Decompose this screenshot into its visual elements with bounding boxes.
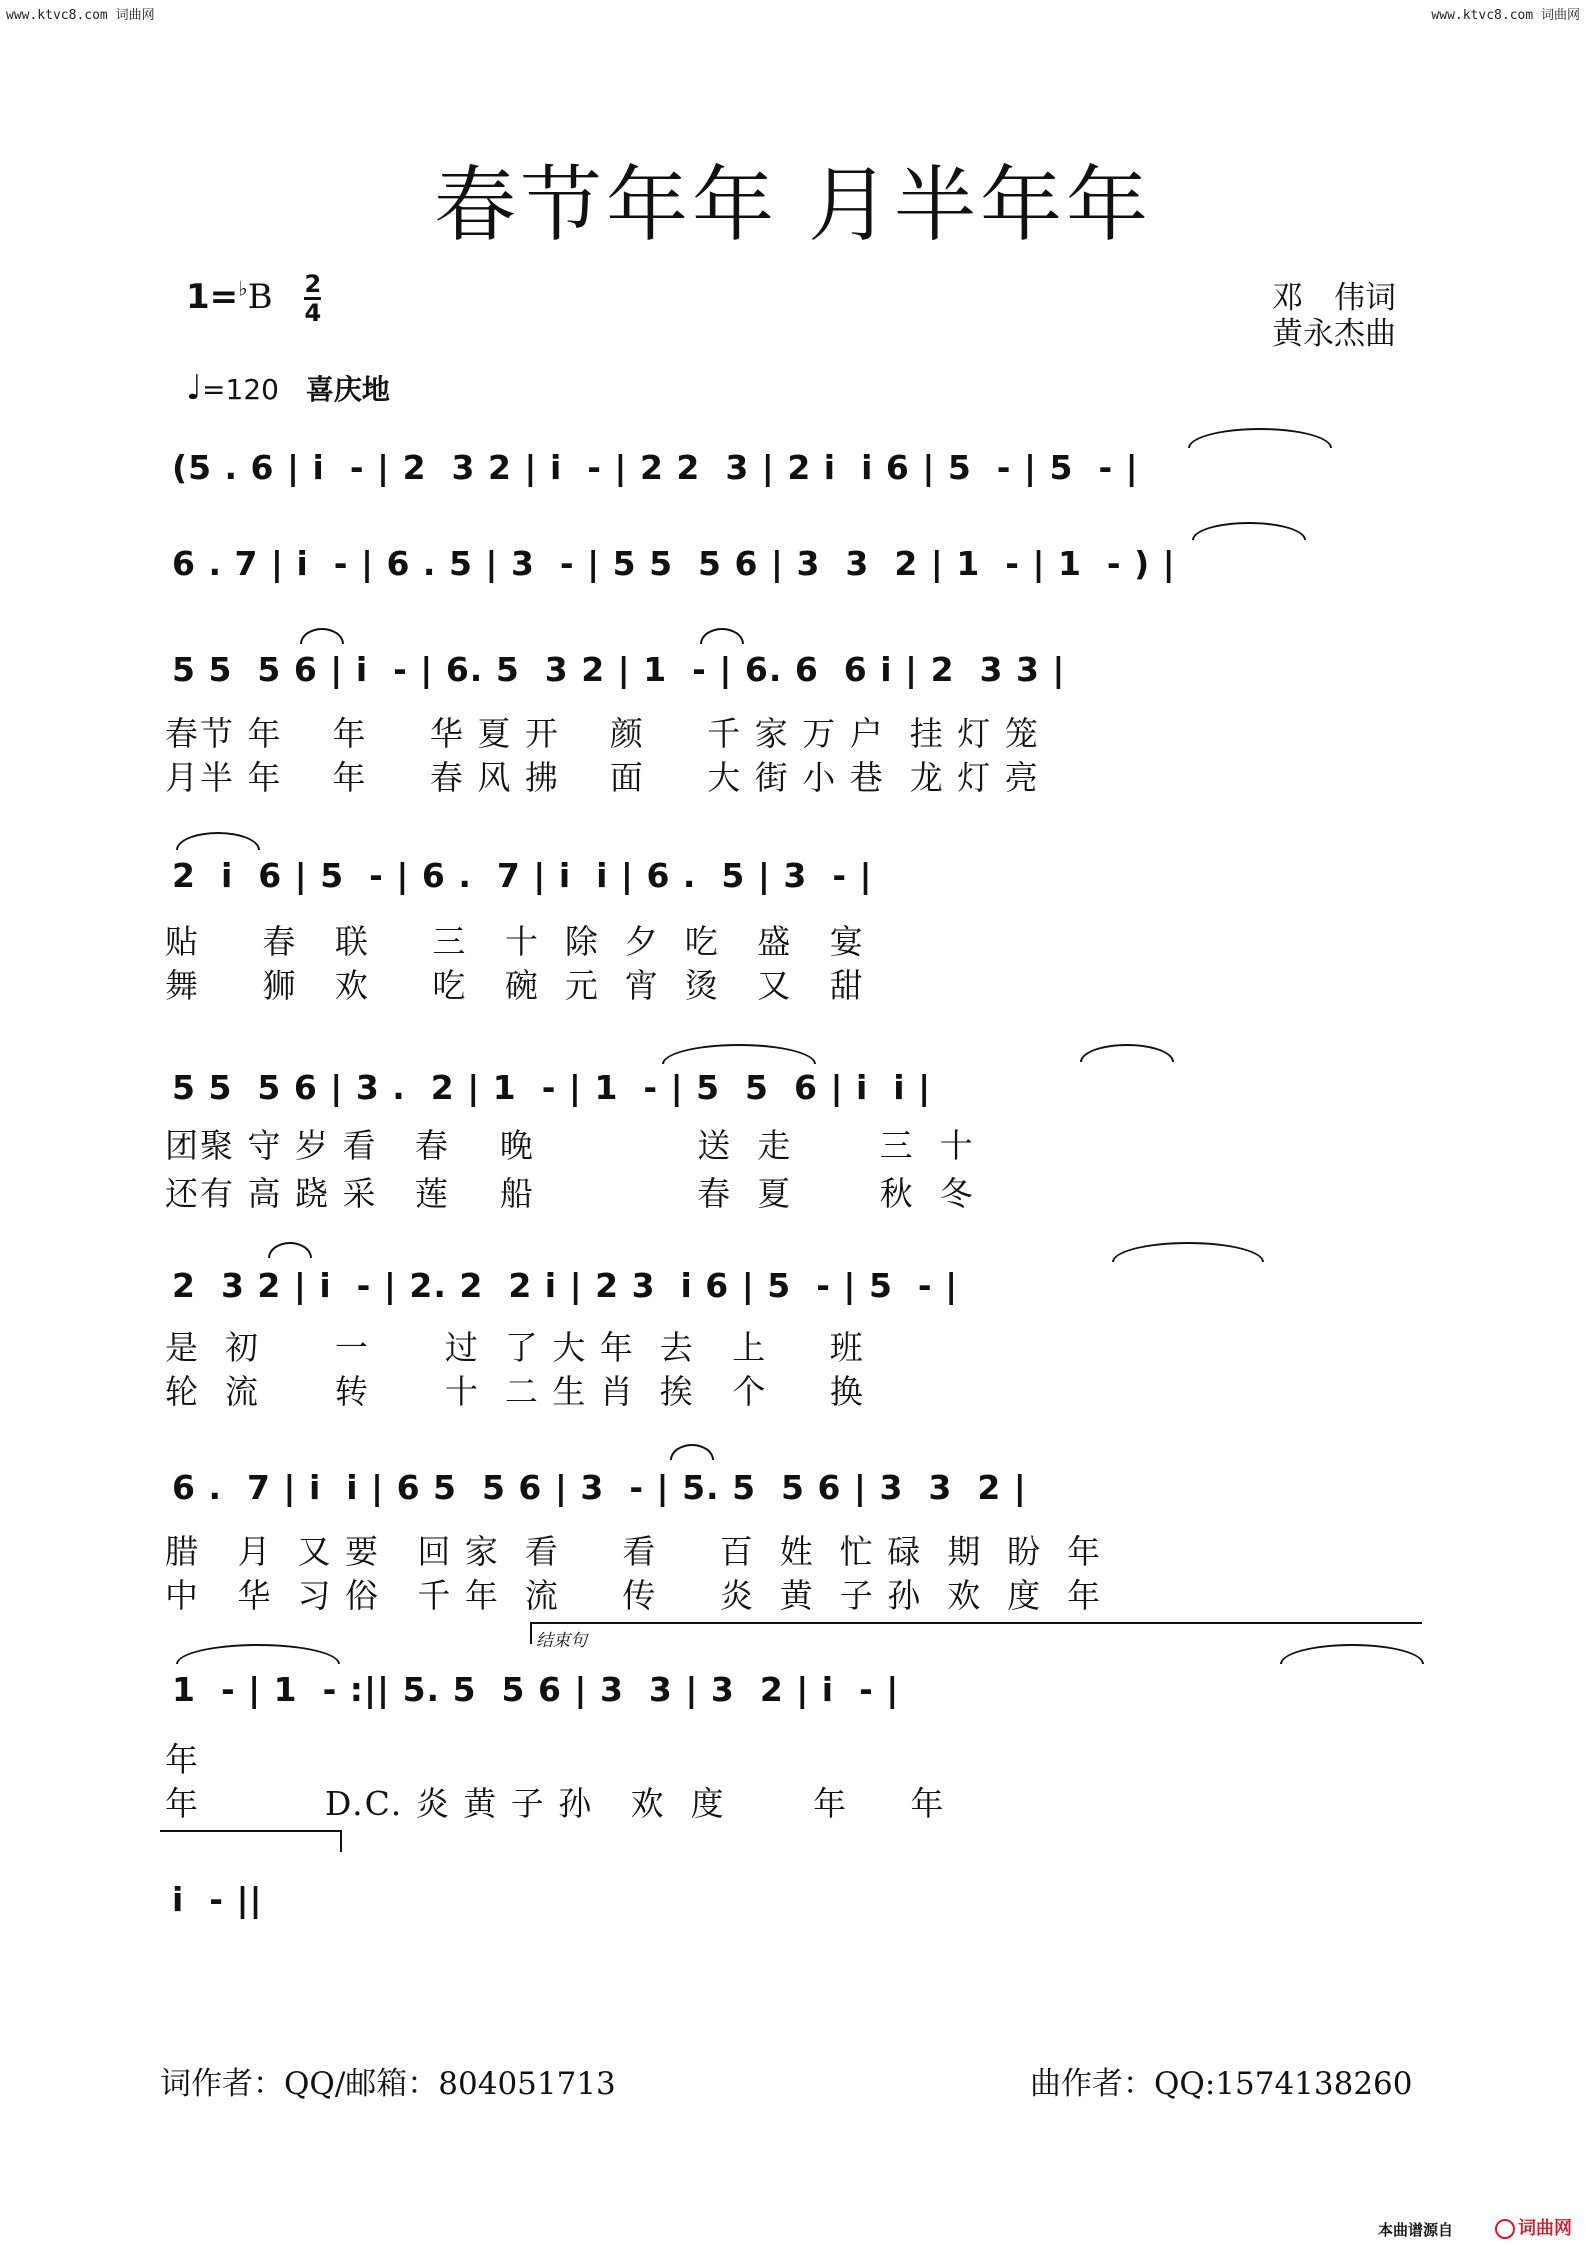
score-line-2: 6 . 7 | i - | 6 . 5 | 3 - | 5 5 5 6 | 3 3 2 | 1 - | 1 - ) | bbox=[172, 544, 1176, 583]
lyricist-contact: 词作者：QQ/邮箱：804051713 bbox=[160, 2066, 616, 2102]
slur-arc bbox=[700, 628, 744, 644]
score-line-1: (5 . 6 | i - | 2 3 2 | i - | 2 2 3 | 2 i i 6 | 5 - | 5 - | bbox=[172, 448, 1139, 487]
key-signature bbox=[186, 272, 321, 325]
time-signature-bottom: 4 bbox=[304, 299, 322, 327]
lyric-v1-line-4: 是 初 一 过 了 大 年 去 上 班 bbox=[165, 1328, 865, 1367]
song-title: 春节年年 月半年年 bbox=[433, 158, 1153, 253]
lyric-v2-line-2: 舞 狮 欢 吃 碗 元 宵 烫 又 甜 bbox=[165, 966, 865, 1005]
lyric-v1-line-2: 贴 春 联 三 十 除 夕 吃 盛 宴 bbox=[165, 922, 865, 961]
slur-arc bbox=[268, 1242, 312, 1258]
lyricist-credit: 邓 伟词 bbox=[1272, 280, 1396, 316]
logo-icon bbox=[1495, 2219, 1515, 2239]
tie-arc bbox=[176, 1644, 340, 1664]
lyric-v2-line-4: 轮 流 转 十 二 生 肖 挨 个 换 bbox=[165, 1372, 865, 1411]
tie-arc bbox=[662, 1044, 816, 1064]
tie-arc bbox=[1280, 1644, 1424, 1664]
lyric-v1-line-6: 年 bbox=[165, 1740, 200, 1779]
lyric-v2-line-1: 月半 年 年 春 风 拂 面 大 街 小 巷 龙 灯 亮 bbox=[165, 758, 1040, 797]
ending-label: 结束句 bbox=[536, 1631, 587, 1651]
slur-arc bbox=[670, 1444, 714, 1460]
lyric-v2-line-6: 年 D.C. 炎 黄 子 孙 欢 度 年 年 bbox=[165, 1784, 946, 1823]
score-line-7: 6 . 7 | i i | 6 5 5 6 | 3 - | 5. 5 5 6 | 3 3 2 | bbox=[172, 1468, 1027, 1507]
site-header-left: www.ktvc8.com 词曲网 bbox=[6, 8, 155, 23]
composer-credit: 黄永杰曲 bbox=[1272, 316, 1396, 352]
tempo-value: =120 bbox=[202, 373, 279, 406]
key-label: 1= bbox=[186, 277, 239, 317]
ending-bracket bbox=[530, 1622, 1422, 1644]
source-note: 本曲谱源自 bbox=[1378, 2221, 1454, 2239]
composer-contact: 曲作者：QQ:1574138260 bbox=[1030, 2066, 1413, 2102]
lyric-v2-line-3: 还有 高 跷 采 莲 船 春 夏 秋 冬 bbox=[165, 1174, 975, 1213]
time-signature bbox=[304, 272, 321, 325]
score-line-3: 5 5 5 6 | i - | 6. 5 3 2 | 1 - | 6. 6 6 i | 2 3 3 | bbox=[172, 650, 1066, 689]
score-line-5: 5 5 5 6 | 3 . 2 | 1 - | 1 - | 5 5 6 | i i | bbox=[172, 1068, 932, 1107]
quarter-note-icon: ♩ bbox=[186, 368, 203, 408]
tie-arc bbox=[1188, 428, 1332, 448]
tie-arc bbox=[1112, 1242, 1264, 1262]
flat-sign: ♭ bbox=[238, 276, 248, 301]
score-line-8: 1 - | 1 - :|| 5. 5 5 6 | 3 3 | 3 2 | i - | bbox=[172, 1670, 900, 1709]
tempo-mood: 喜庆地 bbox=[305, 373, 390, 406]
lyric-v1-line-1: 春节 年 年 华 夏 开 颜 千 家 万 户 挂 灯 笼 bbox=[165, 714, 1040, 753]
score-line-6: 2 3 2 | i - | 2. 2 2 i | 2 3 i 6 | 5 - | 5 - | bbox=[172, 1266, 959, 1305]
score-line-4: 2 i 6 | 5 - | 6 . 7 | i i | 6 . 5 | 3 - | bbox=[172, 856, 873, 895]
time-signature-top: 2 bbox=[304, 270, 322, 298]
site-header-right: www.ktvc8.com 词曲网 bbox=[1431, 8, 1580, 23]
score-line-9: i - || bbox=[172, 1880, 263, 1919]
lyric-v2-line-5: 中 华 习 俗 千 年 流 传 炎 黄 子 孙 欢 度 年 bbox=[165, 1576, 1103, 1615]
tempo-marking bbox=[186, 368, 390, 408]
ending-bracket-2 bbox=[160, 1830, 342, 1852]
tie-arc bbox=[1192, 522, 1306, 540]
slur-arc bbox=[1080, 1044, 1174, 1062]
key-note: B bbox=[247, 277, 273, 317]
lyric-v1-line-5: 腊 月 又 要 回 家 看 看 百 姓 忙 碌 期 盼 年 bbox=[165, 1532, 1103, 1571]
lyric-v1-line-3: 团聚 守 岁 看 春 晚 送 走 三 十 bbox=[165, 1126, 975, 1165]
slur-arc bbox=[300, 628, 344, 644]
slur-arc bbox=[176, 832, 260, 850]
site-logo bbox=[1495, 2214, 1572, 2240]
logo-text: 词曲网 bbox=[1518, 2218, 1572, 2239]
